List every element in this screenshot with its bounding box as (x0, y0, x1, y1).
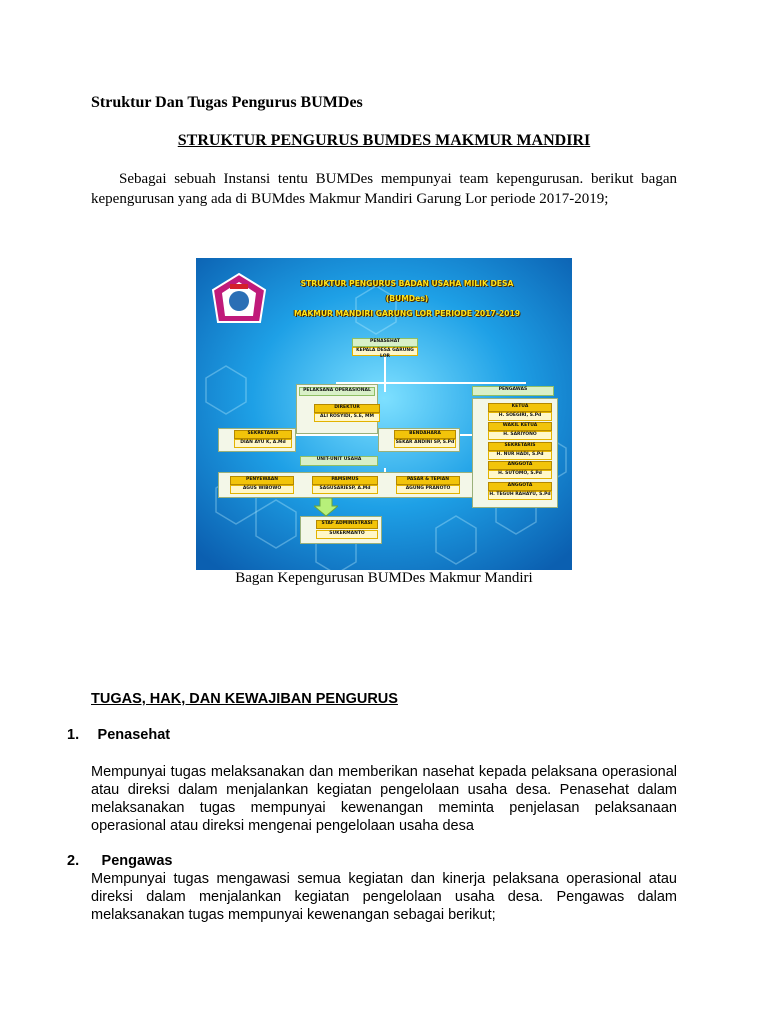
document-title: Struktur Dan Tugas Pengurus BUMDes (91, 94, 363, 111)
bendahara-name: SEKAR ANDINI SP, S.Pd (394, 439, 456, 448)
list-item-number: 2. (67, 853, 80, 869)
list-item-title: Penasehat (97, 727, 171, 743)
staf-role: STAF ADMINISTRASI (316, 520, 378, 529)
pengawas-name: H. TEGUH RAHAYU, S.Pd (488, 491, 552, 500)
unit-role: PENYEWAAN (230, 476, 294, 485)
banner-line-2: (BUMDes) (385, 294, 429, 303)
pelaksana-label: PELAKSANA OPERASIONAL (299, 387, 375, 396)
pengawas-name: H. SOEGIRI, S.Pd (488, 412, 552, 421)
sekretaris-role: SEKRETARIS (234, 430, 292, 439)
direktur-role: DIREKTUR (314, 404, 380, 413)
list-item-header (67, 852, 172, 870)
banner-line-1: STRUKTUR PENGURUS BADAN USAHA MILIK DESA (300, 279, 514, 288)
unit-name: SAGUSARIESP, A.Md (312, 485, 378, 494)
tugas-heading: TUGAS, HAK, DAN KEWAJIBAN PENGURUS (91, 691, 398, 707)
bumdes-logo-icon (210, 272, 268, 330)
unit-role: PAMSIMUS (312, 476, 378, 485)
staf-name: SUKERMANTO (316, 530, 378, 539)
sekretaris-name: DIAN AYU K, A.Md (234, 439, 292, 448)
pengawas-name: H. SUTOMO, S.Pd (488, 470, 552, 479)
list-item-title: Pengawas (101, 853, 173, 869)
list-item-text: Mempunyai tugas melaksanakan dan memberikan nasehat kepada pelaksana operasional atau direksi dalam menjalankan kegiatan pengelolaan usaha desa. Penasehat dalam melaksanakan tugas mempunyai kewenangan meminta penjelasan pelaksanaan operasional atau direksi mengenai pengelolaan usaha desa (91, 764, 677, 834)
unit-name: AGUNG PRANOTO (396, 485, 460, 494)
penasehat-name: KEPALA DESA GARUNG LOR (352, 347, 418, 356)
list-item-header (67, 726, 170, 744)
pengawas-label: PENGAWAS (472, 386, 554, 396)
list-item-text: Mempunyai tugas mengawasi semua kegiatan dan kinerja pelaksana operasional atau direksi dalam menjalankan kegiatan pengelolaan usaha desa. Pengawas dalam melaksanakan tugas mempunyai kewenangan sebagai berikut; (91, 871, 677, 923)
chart-banner (282, 276, 532, 321)
section-title: STRUKTUR PENGURUS BUMDES MAKMUR MANDIRI (177, 132, 591, 149)
pengawas-name: H. SARIYONO (488, 431, 552, 440)
arrow-down-icon (314, 498, 338, 516)
pengawas-role: WAKIL KETUA (488, 422, 552, 431)
org-chart-figure (196, 258, 572, 570)
pengawas-role: ANGGOTA (488, 482, 552, 491)
figure-caption: Bagan Kepengurusan BUMDes Makmur Mandiri (235, 570, 533, 586)
penasehat-label: PENASEHAT (352, 338, 418, 347)
bendahara-role: BENDAHARA (394, 430, 456, 439)
direktur-name: ALI ROSYIDI, S.E, MM (314, 413, 380, 422)
connector-line (384, 356, 386, 392)
unit-name: AGUS WIBOWO (230, 485, 294, 494)
intro-paragraph: Sebagai sebuah Instansi tentu BUMDes mempunyai team kepengurusan. berikut bagan kepengurusan yang ada di BUMdes Makmur Mandiri Garung Lor periode 2017-2019; (91, 171, 677, 207)
banner-line-3: MAKMUR MANDIRI GARUNG LOR PERIODE 2017-2019 (293, 309, 521, 318)
pengawas-role: ANGGOTA (488, 461, 552, 470)
unit-role: PASAR & TEPIAN (396, 476, 460, 485)
pengawas-role: KETUA (488, 403, 552, 412)
pengawas-name: H. NUR HADI, S.Pd (488, 451, 552, 460)
connector-line (284, 434, 386, 436)
pengawas-role: SEKRETARIS (488, 442, 552, 451)
list-item-number: 1. (67, 727, 80, 743)
unit-usaha-label: UNIT-UNIT USAHA (300, 456, 378, 466)
